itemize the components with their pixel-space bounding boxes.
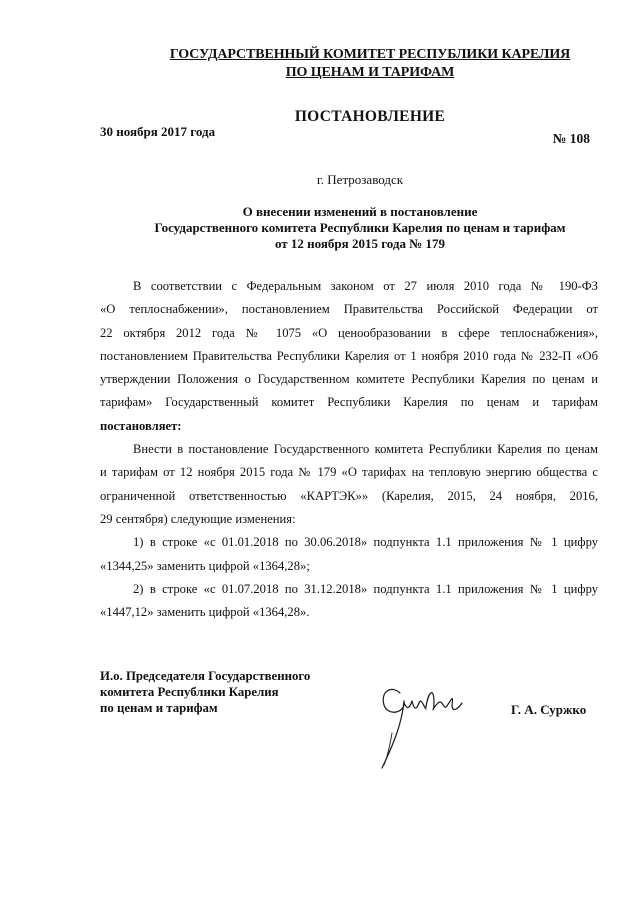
subject-line: Государственного комитета Республики Карелия по ценам и тарифам [154,220,566,235]
document-date: 30 ноября 2017 года [100,124,216,139]
item-1-line: «1344,25» заменить цифрой «1364,28»; [100,558,310,573]
preamble-line: «О теплоснабжении», постановлением Правительства Российской Федерации от [100,302,598,317]
document-city: г. Петрозаводск [316,172,404,187]
item-2-line: «1447,12» заменить цифрой «1364,28». [100,605,310,620]
main-paragraph-line: Внести в постановление Государственного комитета Республики Карелия по ценам [133,442,598,457]
preamble-line: тарифам» Государственный комитет Республики Карелия по ценам и тарифам [100,395,598,410]
signer-position-line: И.о. Председателя Государственного [100,669,311,683]
main-paragraph-line: и тарифам от 12 ноября 2015 года № 179 «О тарифах на тепловую энергию общества с [100,465,598,480]
document-type: ПОСТАНОВЛЕНИЕ [294,108,446,125]
main-paragraph-line: 29 сентября) следующие изменения: [100,511,296,526]
organization-name [100,46,640,82]
preamble-line: 22 октября 2012 года № 1075 «О ценообразовании в сфере теплоснабжения», [100,325,598,340]
org-line-1: ГОСУДАРСТВЕННЫЙ КОМИТЕТ РЕСПУБЛИКИ КАРЕЛИЯ [169,47,571,62]
decree-word: постановляет: [100,418,182,433]
org-line-2: ПО ЦЕНАМ И ТАРИФАМ [285,65,455,80]
document-body [100,275,598,624]
item-1-line: 1) в строке «с 01.01.2018 по 30.06.2018» подпункта 1.1 приложения № 1 цифру [133,535,598,550]
signer-position-line: комитета Республики Карелия [100,685,279,699]
preamble-line: постановлением Правительства Республики Карелия от 1 ноября 2010 года № 232-П «Об [100,348,598,363]
main-paragraph-line: ограниченной ответственностью «КАРТЭК»» (Карелия, 2015, 24 ноября, 2016, [100,488,598,503]
item-2-line: 2) в строке «с 01.07.2018 по 31.12.2018» подпункта 1.1 приложения № 1 цифру [133,581,598,596]
signer-name: Г. А. Суржко [511,702,587,717]
preamble-line: утверждении Положения о Государственном комитете Республики Карелия по ценам и [100,372,598,387]
subject-line: О внесении изменений в постановление [242,204,478,219]
document-subject [100,204,620,252]
signer-position [100,668,310,716]
subject-line: от 12 ноября 2015 года № 179 [274,236,446,251]
document-number: № 108 [552,131,590,146]
preamble-line: В соответствии с Федеральным законом от 27 июля 2010 года № 190-ФЗ [133,279,598,293]
handwritten-signature [362,673,474,773]
signer-position-line: по ценам и тарифам [100,701,218,715]
